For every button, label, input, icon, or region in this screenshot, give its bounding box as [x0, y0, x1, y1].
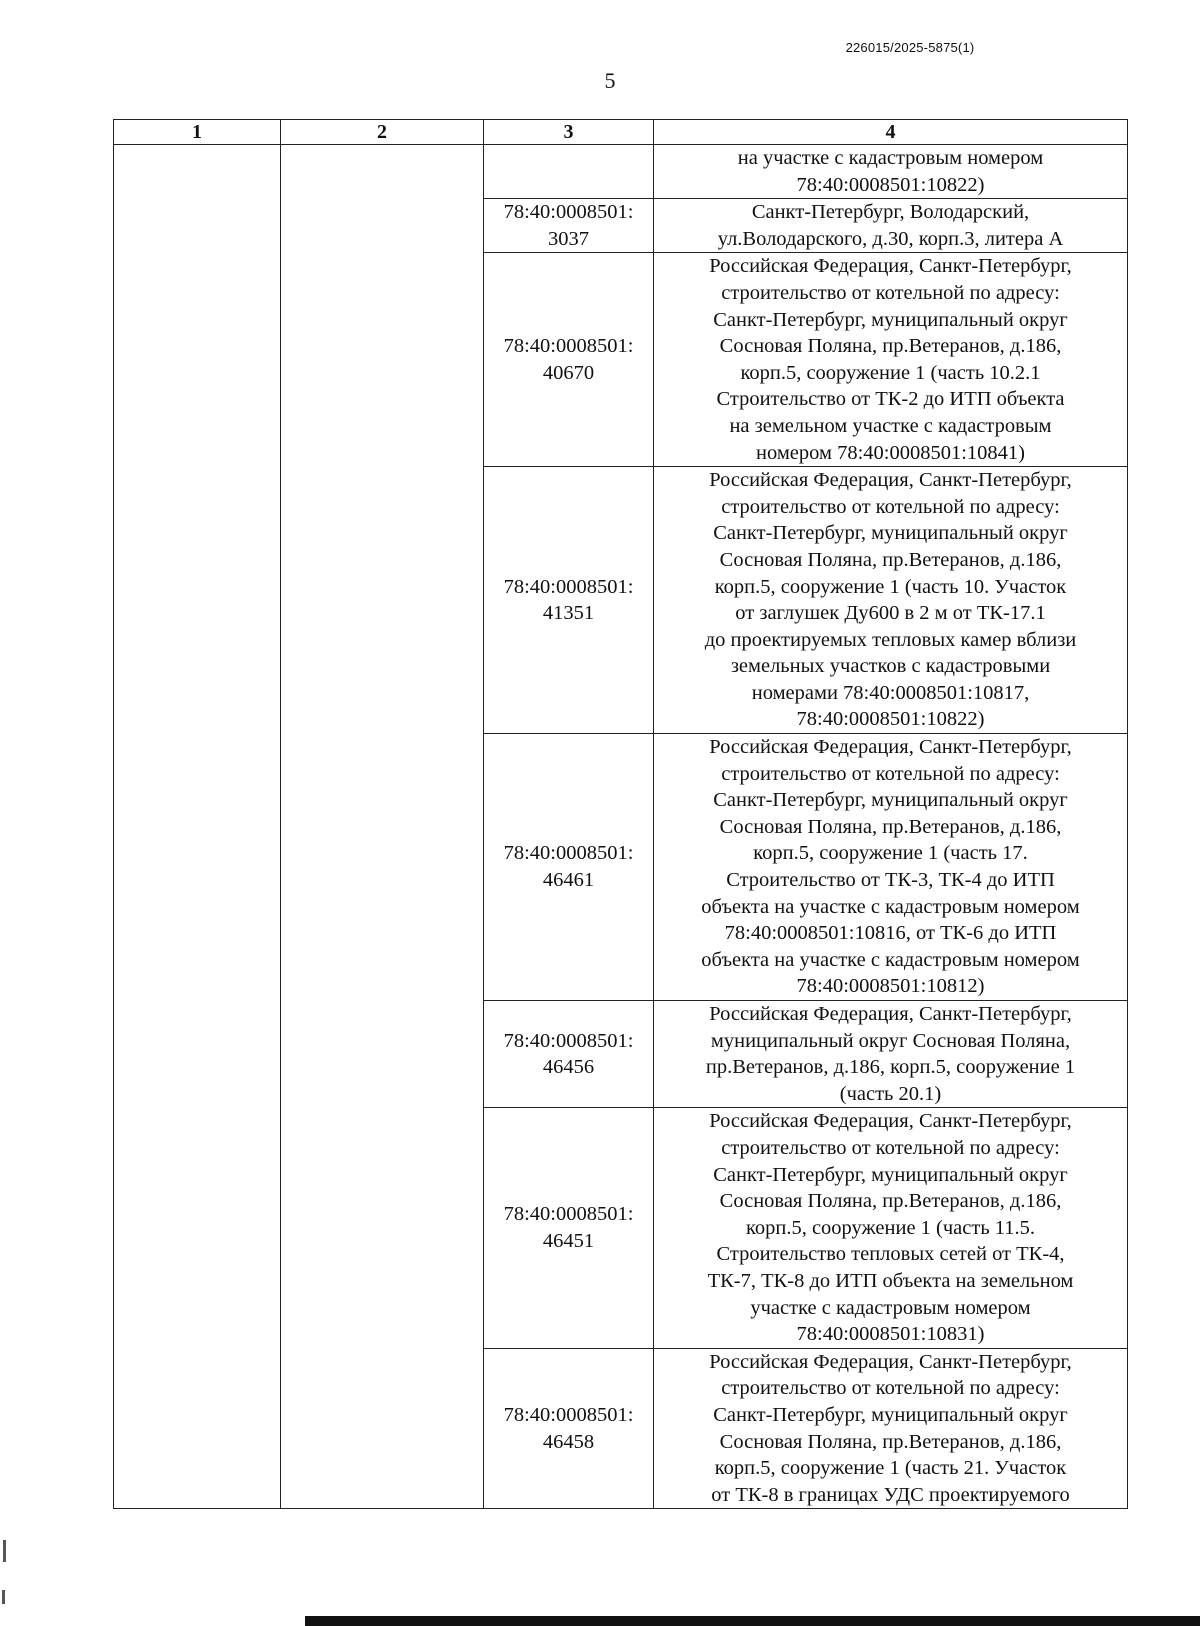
- column-header-4: 4: [654, 120, 1128, 145]
- document-number: 226015/2025-5875(1): [845, 40, 975, 55]
- scan-edge-bar: [305, 1616, 1200, 1626]
- object-description-cell: Российская Федерация, Санкт-Петербург, строительство от котельной по адресу: Санкт-Петербург, муниципальный округ Сосновая Поляна, пр.Ветеранов, д.186, корп.5, сооружение 1 (часть 21. Участок от ТК-8 в границах УДС проектируемого: [654, 1348, 1128, 1509]
- cadastral-number-cell: 78:40:0008501: 3037: [484, 199, 654, 253]
- object-description-cell: Российская Федерация, Санкт-Петербург, муниципальный округ Сосновая Поляна, пр.Ветеранов, д.186, корп.5, сооружение 1 (часть 20.1): [654, 1001, 1128, 1108]
- cadastral-number-cell: 78:40:0008501: 40670: [484, 253, 654, 467]
- table-header-row: [114, 120, 1128, 145]
- object-description-cell: Российская Федерация, Санкт-Петербург, строительство от котельной по адресу: Санкт-Петербург, муниципальный округ Сосновая Поляна, пр.Ветеранов, д.186, корп.5, сооружение 1 (часть 11.5. Строительство тепловых сетей от ТК-4, ТК-7, ТК-8 до ИТП объекта на земельном участке с кадастровым номером 78:40:0008501:10831): [654, 1108, 1128, 1348]
- object-description-cell: Российская Федерация, Санкт-Петербург, строительство от котельной по адресу: Санкт-Петербург, муниципальный округ Сосновая Поляна, пр.Ветеранов, д.186, корп.5, сооружение 1 (часть 17. Строительство от ТК-3, ТК-4 до ИТП объекта на участке с кадастровым номером 78:40:0008501:10816, от ТК-6 до ИТП объекта на участке с кадастровым номером 78:40:0008501:10812): [654, 734, 1128, 1001]
- cadastral-number-cell: 78:40:0008501: 46461: [484, 734, 654, 1001]
- cadastral-number-cell: 78:40:0008501: 46458: [484, 1348, 654, 1509]
- cadastral-number-cell: 78:40:0008501: 46456: [484, 1001, 654, 1108]
- object-description-cell: на участке с кадастровым номером 78:40:0008501:10822): [654, 145, 1128, 199]
- column-1-cell: [114, 145, 281, 1509]
- scan-artifact: [3, 1540, 6, 1562]
- scan-artifact: [2, 1590, 5, 1604]
- object-description-cell: Российская Федерация, Санкт-Петербург, строительство от котельной по адресу: Санкт-Петербург, муниципальный округ Сосновая Поляна, пр.Ветеранов, д.186, корп.5, сооружение 1 (часть 10.2.1 Строительство от ТК-2 до ИТП объекта на земельном участке с кадастровым номером 78:40:0008501:10841): [654, 253, 1128, 467]
- object-description-cell: Санкт-Петербург, Володарский, ул.Володарского, д.30, корп.3, литера А: [654, 199, 1128, 253]
- column-2-cell: [281, 145, 484, 1509]
- cadastral-number-cell: 78:40:0008501: 46451: [484, 1108, 654, 1348]
- page-number: 5: [604, 68, 616, 93]
- register-table: [113, 119, 1128, 1509]
- cadastral-number-cell: 78:40:0008501: 41351: [484, 467, 654, 734]
- table-row: [114, 145, 1128, 199]
- column-header-3: 3: [484, 120, 654, 145]
- cadastral-number-cell: [484, 145, 654, 199]
- object-description-cell: Российская Федерация, Санкт-Петербург, строительство от котельной по адресу: Санкт-Петербург, муниципальный округ Сосновая Поляна, пр.Ветеранов, д.186, корп.5, сооружение 1 (часть 10. Участок от заглушек Ду600 в 2 м от ТК-17.1 до проектируемых тепловых камер вблизи земельных участков с кадастровыми номерами 78:40:0008501:10817, 78:40:0008501:10822): [654, 467, 1128, 734]
- column-header-1: 1: [114, 120, 281, 145]
- column-header-2: 2: [281, 120, 484, 145]
